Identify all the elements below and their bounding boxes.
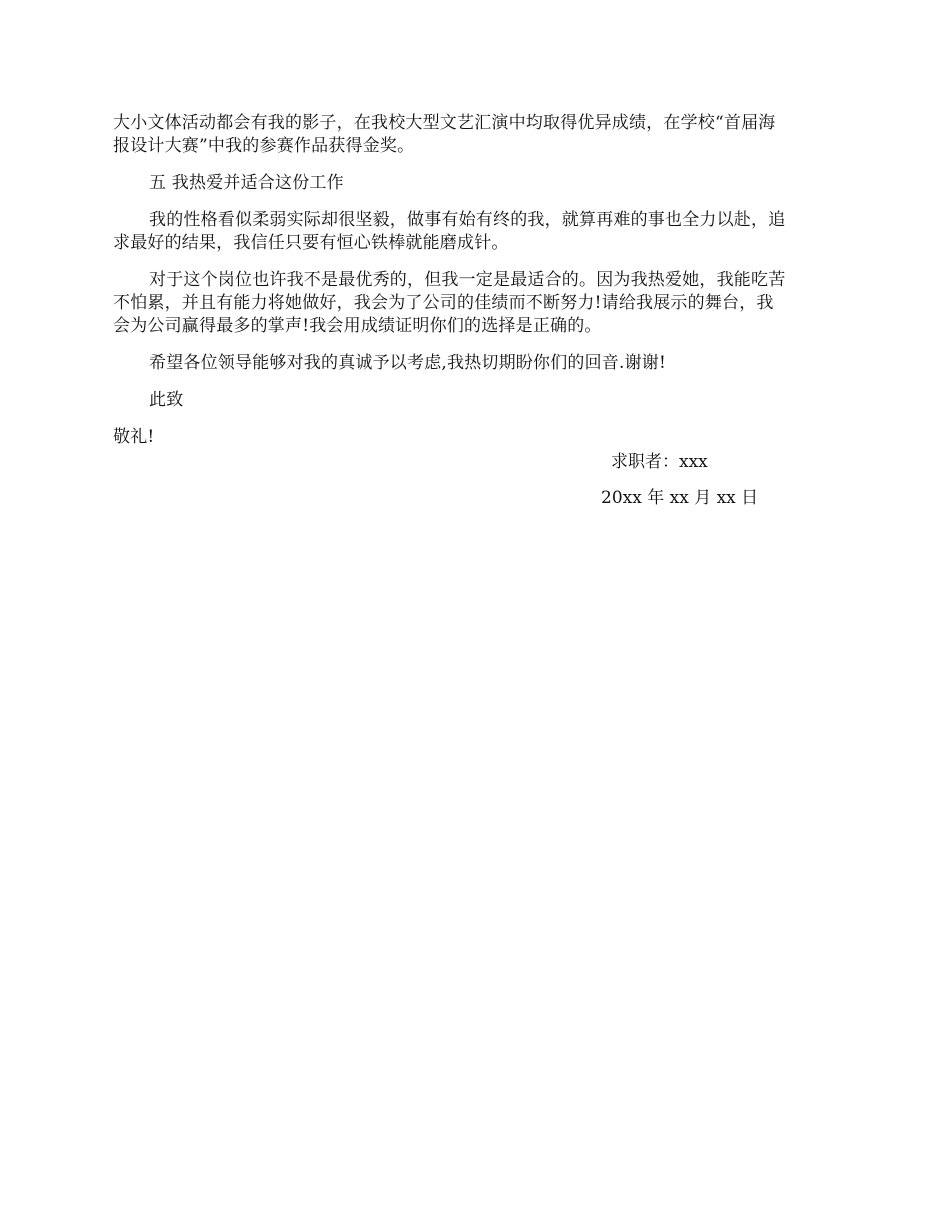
paragraph-suitability — [113, 269, 841, 338]
text-line: 求最好的结果，我信任只要有恒心铁棒就能磨成针。 — [113, 233, 509, 253]
paragraph-activities — [113, 112, 841, 158]
text-line: 敬礼! — [113, 427, 155, 447]
letter-date: 20xx 年 xx 月 xx 日 — [601, 488, 759, 508]
text-line: 此致 — [149, 390, 184, 410]
salutation-jingli — [113, 426, 841, 449]
section-heading-five — [113, 172, 841, 195]
text-line: 报设计大赛”中我的参赛作品获得金奖。 — [113, 136, 415, 156]
text-line: 对于这个岗位也许我不是最优秀的，但我一定是最适合的。因为我热爱她，我能吃苦 — [149, 270, 786, 290]
paragraph-closing-request — [113, 352, 841, 375]
text-line: 不怕累，并且有能力将她做好，我会为了公司的佳绩而不断努力!请给我展示的舞台，我 — [113, 293, 774, 313]
text-line: 五 我热爱并适合这份工作 — [149, 173, 344, 193]
letter-body — [113, 112, 841, 463]
text-line: 希望各位领导能够对我的真诚予以考虑,我热切期盼你们的回音.谢谢! — [149, 353, 667, 373]
text-line: 会为公司赢得最多的掌声!我会用成绩证明你们的选择是正确的。 — [113, 316, 602, 336]
text-line: 我的性格看似柔弱实际却很坚毅，做事有始有终的我，就算再难的事也全力以赴，追 — [149, 210, 786, 230]
text-line: 大小文体活动都会有我的影子，在我校大型文艺汇演中均取得优异成绩，在学校“首届海 — [113, 113, 776, 133]
applicant-name: 求职者：xxx — [611, 452, 708, 472]
salutation-cizhi — [113, 389, 841, 412]
paragraph-personality — [113, 209, 841, 255]
